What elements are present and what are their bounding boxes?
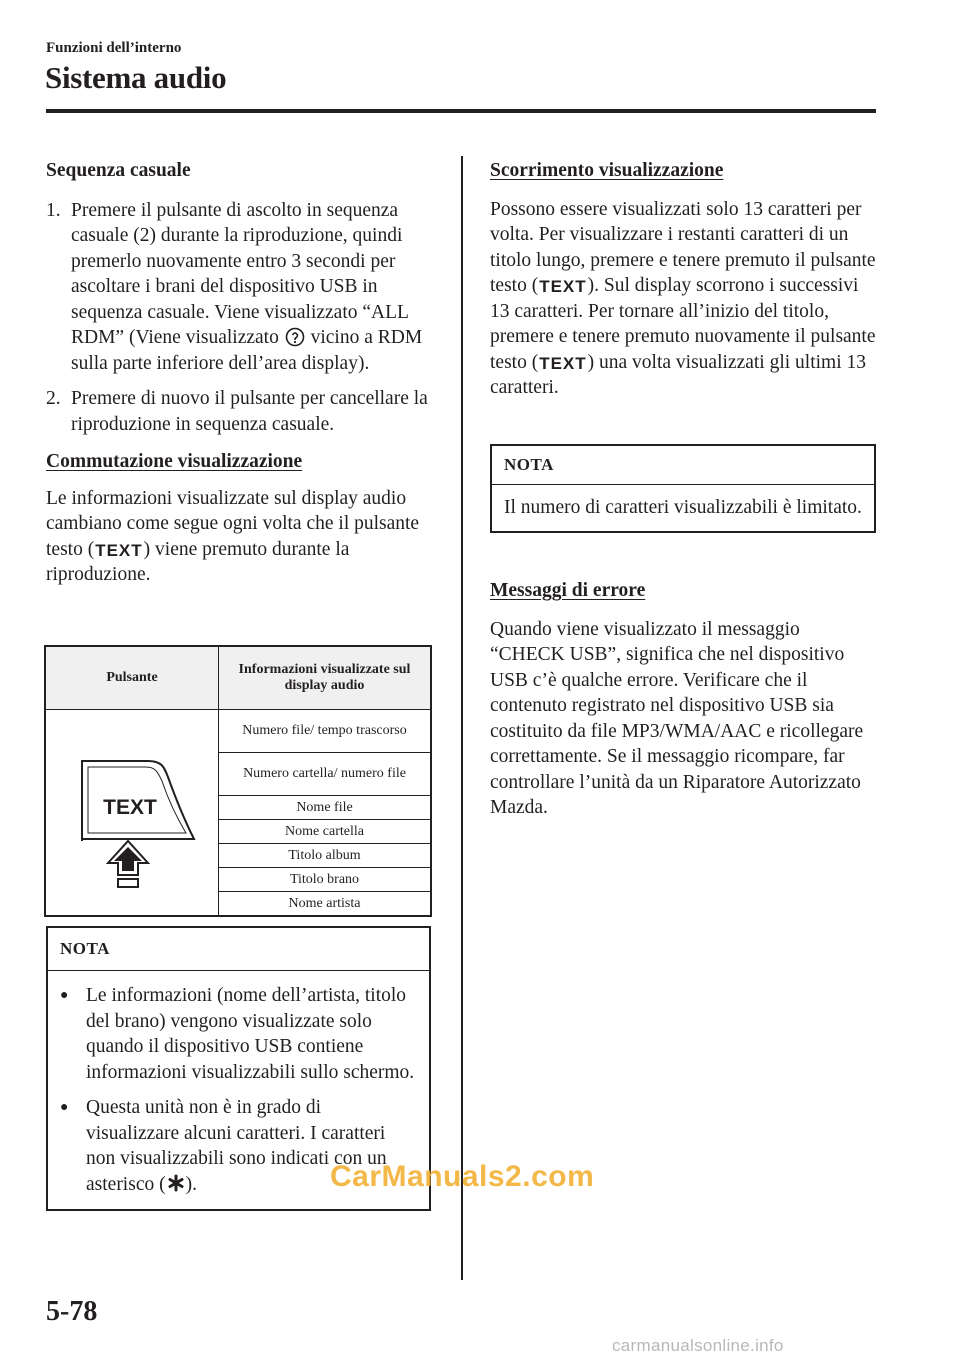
step-text: Premere di nuovo il pulsante per cancellare la riproduzione in sequenza casuale. xyxy=(71,388,428,435)
footer-site: carmanualsonline.info xyxy=(612,1336,784,1355)
table-cell: Nome artista xyxy=(219,892,432,917)
step-number: 1. xyxy=(46,199,61,221)
step-number: 2. xyxy=(46,388,61,409)
table-header-row xyxy=(45,646,431,710)
text-button-illustration xyxy=(52,713,212,907)
table-cell: Nome file xyxy=(219,796,432,820)
note-body: Il numero di caratteri visualizzabili è limitato. xyxy=(504,497,862,518)
text-key-icon: TEXT xyxy=(539,277,587,296)
bullet-icon: ● xyxy=(60,988,69,1003)
table-cell: Nome cartella xyxy=(219,820,432,844)
heading-display-switch: Commutazione visualizzazione xyxy=(46,451,303,472)
text-key-icon: TEXT xyxy=(95,540,143,560)
step-2 xyxy=(46,386,431,437)
note-title: NOTA xyxy=(492,446,874,485)
heading-random-sequence: Sequenza casuale xyxy=(46,160,191,181)
step-text: Premere il pulsante di ascolto in sequenza casuale (2) durante la riproduzione, quindi premerlo nuovamente entro 3 secondi per ascoltare i brani del dispositivo USB in sequenza casuale. Viene visualizzato “ALL RDM” (Viene visualizzato vicino a RDM sulla parte inferiore dell’area display). xyxy=(71,199,423,374)
table-cell: Numero file/ tempo trascorso xyxy=(219,710,432,753)
column-divider xyxy=(461,156,463,1280)
table-cell: Titolo brano xyxy=(219,868,432,892)
table-row xyxy=(45,710,431,753)
display-info-table-wrap xyxy=(44,645,432,917)
step-1 xyxy=(46,198,431,377)
left-column xyxy=(46,158,431,588)
random-disc-icon xyxy=(285,327,305,347)
note-bullet: ● Le informazioni (nome dell’artista, titolo del brano) vengono visualizzate solo quando il dispositivo USB contiene informazioni visualizzabili sullo schermo. xyxy=(60,983,417,1085)
text-button-label: TEXT xyxy=(103,796,157,819)
table-header-info: Informazioni visualizzate sul display audio xyxy=(219,646,432,710)
table-cell: Titolo album xyxy=(219,844,432,868)
right-column-lower xyxy=(490,578,876,821)
scroll-display-paragraph: Possono essere visualizzati solo 13 caratteri per volta. Per visualizzare i restanti caratteri di un titolo lungo, premere e tenere premuto il pulsante testo (TEXT). Sul display scorrono i successivi 13 caratteri. Per tornare all’inizio del titolo, premere e tenere premuto nuovamente il pulsante testo (TEXT) una volta visualizzati gli ultimi 13 caratteri. xyxy=(490,198,876,398)
right-column xyxy=(490,158,876,401)
error-messages-paragraph: Quando viene visualizzato il messaggio “CHECK USB”, significa che nel dispositivo USB c’è qualche errore. Verificare che il contenuto registrato nel dispositivo USB sia costituito da file MP3/WMA/AAC e ricollegare correttamente. Se il messaggio ricompare, far controllare l’unità da un Riparatore Autorizzato Mazda. xyxy=(490,618,864,818)
note-title: NOTA xyxy=(48,928,429,971)
note-box-right xyxy=(490,444,876,533)
watermark: CarManuals2.com xyxy=(330,1160,595,1193)
note-bullet: ● Questa unità non è in grado di visualizzare alcuni caratteri. I caratteri non visualizzabili sono indicati con un asterisco ( ). xyxy=(60,1095,417,1197)
display-switch-paragraph: Le informazioni visualizzate sul display audio cambiano come segue ogni volta che il pulsante testo (TEXT) viene premuto durante la riproduzione. xyxy=(46,487,420,585)
title-divider xyxy=(46,109,876,113)
table-header-button: Pulsante xyxy=(45,646,219,710)
bullet-icon: ● xyxy=(60,1100,69,1115)
display-info-table xyxy=(44,645,432,917)
page-title: Sistema audio xyxy=(45,60,227,95)
heading-scroll-display: Scorrimento visualizzazione xyxy=(490,160,724,181)
heading-error-messages: Messaggi di errore xyxy=(490,580,646,601)
asterisk-icon xyxy=(167,1174,185,1192)
section-label: Funzioni dell’interno xyxy=(46,40,182,56)
text-key-icon: TEXT xyxy=(539,353,587,373)
text-button-illustration-cell xyxy=(45,710,219,917)
table-cell: Numero cartella/ numero file xyxy=(219,753,432,796)
page-number: 5-78 xyxy=(46,1296,98,1327)
